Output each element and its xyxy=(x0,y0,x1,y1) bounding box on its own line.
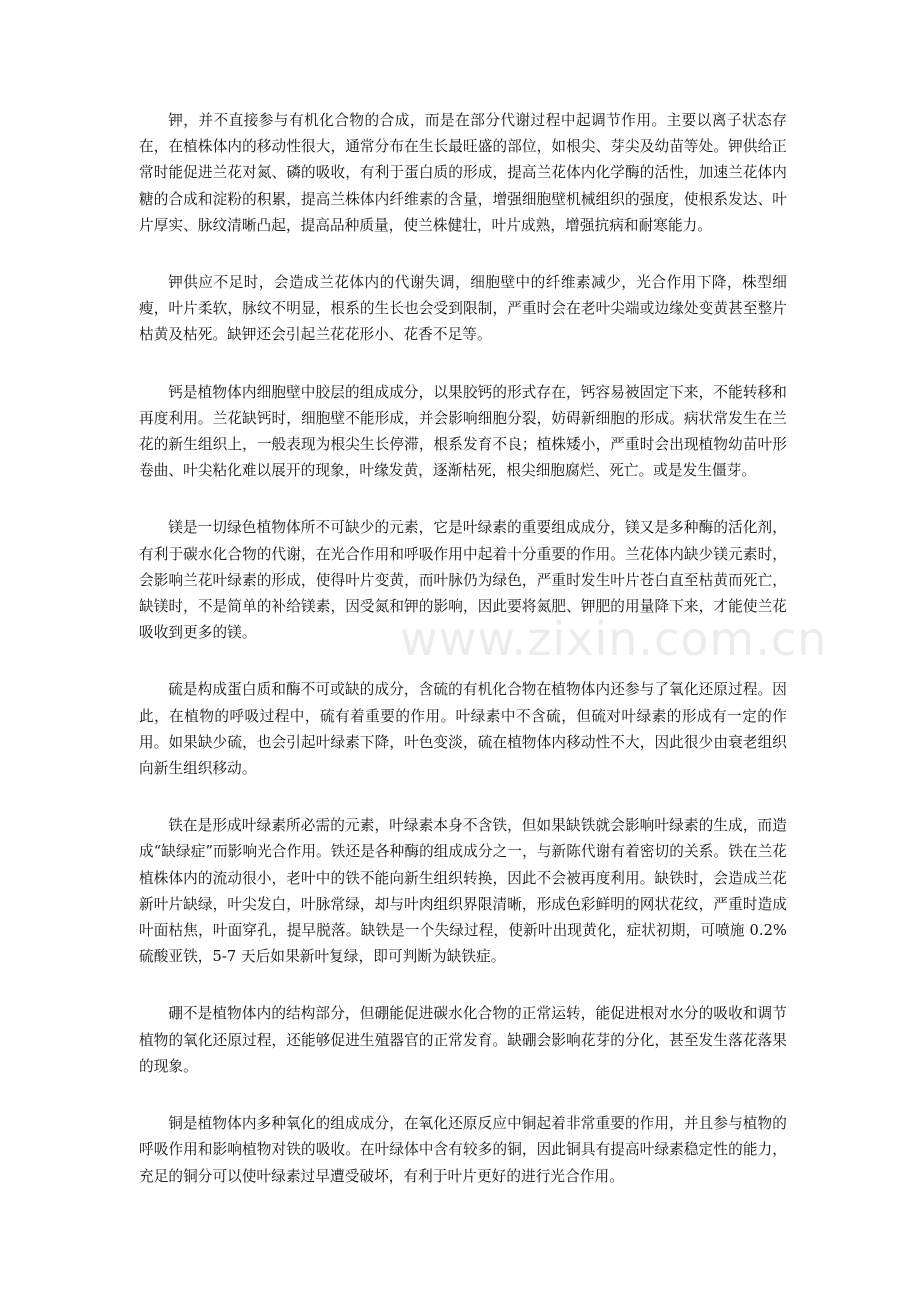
paragraph-potassium: 钾，并不直接参与有机化合物的合成，而是在部分代谢过程中起调节作用。主要以离子状态存在，在植株体内的移动性很大，通常分布在生长最旺盛的部位，如根尖、芽尖及幼苗等处。钾供给正常时能促进兰花对氮、磷的吸收，有利于蛋白质的形成，提高兰花体内化学酶的活性，加速兰花体内糖的合成和淀粉的积累，提高兰株体内纤维素的含量，增强细胞壁机械组织的强度，使根系发达、叶片厚实、脉纹清晰凸起，提高品种质量，使兰株健壮，叶片成熟，增强抗病和耐寒能力。 xyxy=(139,112,787,234)
paragraph-sulfur: 硫是构成蛋白质和酶不可或缺的成分，含硫的有机化合物在植物体内还参与了氧化还原过程。因此，在植物的呼吸过程中，硫有着重要的作用。叶绿素中不含硫，但硫对叶绿素的形成有一定的作用。如果缺少硫，也会引起叶绿素下降，叶色变淡，硫在植物体内移动性不大，因此很少由衰老组织向新生组织移动。 xyxy=(139,681,787,778)
watermark: www.zixin.com.cn xyxy=(400,612,828,666)
document-body xyxy=(139,108,787,1190)
paragraph-iron: 铁在是形成叶绿素所必需的元素，叶绿素本身不含铁，但如果缺铁就会影响叶绿素的生成，而造成“缺绿症”而影响光合作用。铁还是各种酶的组成成分之一，与新陈代谢有着密切的关系。铁在兰花植株体内的流动很小，老叶中的铁不能向新生组织转换，因此不会被再度利用。缺铁时，会造成兰花新叶片缺绿，叶尖发白，叶脉常绿，却与叶肉组织界限清晰，形成色彩鲜明的网状花纹，严重时造成叶面枯焦，叶面穿孔，提早脱落。缺铁是一个失绿过程，使新叶出现黄化，症状初期，可喷施 0.2%硫酸亚铁，5-7 天后如果新叶复绿，即可判断为缺铁症。 xyxy=(139,817,787,966)
paragraph-calcium: 钙是植物体内细胞壁中胶层的组成成分，以果胶钙的形式存在，钙容易被固定下来，不能转移和再度利用。兰花缺钙时，细胞壁不能形成，并会影响细胞分裂，妨碍新细胞的形成。病状常发生在兰花的新生组织上，一般表现为根尖生长停滞，根系发育不良；植株矮小，严重时会出现植物幼苗叶形卷曲、叶尖粘化难以展开的现象，叶缘发黄，逐渐枯死，根尖细胞腐烂、死亡。或是发生僵芽。 xyxy=(139,383,787,480)
paragraph-copper: 铜是植物体内多种氧化的组成成分，在氧化还原反应中铜起着非常重要的作用，并且参与植物的呼吸作用和影响植物对铁的吸收。在叶绿体中含有较多的铜，因此铜具有提高叶绿素稳定性的能力，充足的铜分可以使叶绿素过早遭受破坏，有利于叶片更好的进行光合作用。 xyxy=(139,1115,787,1185)
paragraph-magnesium: 镁是一切绿色植物体所不可缺少的元素，它是叶绿素的重要组成成分，镁又是多种酶的活化剂，有利于碳水化合物的代谢，在光合作用和呼吸作用中起着十分重要的作用。兰花体内缺少镁元素时，会影响兰花叶绿素的形成，使得叶片变黄，而叶脉仍为绿色，严重时发生叶片苍白直至枯黄而死亡，缺镁时，不是简单的补给镁素，因受氮和钾的影响，因此要将氮肥、钾肥的用量降下来，才能使兰花吸收到更多的镁。 xyxy=(139,519,787,642)
paragraph-boron: 硼不是植物体内的结构部分，但硼能促进碳水化合物的正常运转，能促进根对水分的吸收和调节植物的氧化还原过程，还能够促进生殖器官的正常发育。缺硼会影响花芽的分化，甚至发生落花落果的现象。 xyxy=(139,1005,787,1075)
paragraph-potassium-deficiency: 钾供应不足时，会造成兰花体内的代谢失调，细胞壁中的纤维素减少，光合作用下降，株型细瘦，叶片柔软，脉纹不明显，根系的生长也会受到限制，严重时会在老叶尖端或边缘处变黄甚至整片枯黄及枯死。缺钾还会引起兰花花形小、花香不足等。 xyxy=(139,274,787,344)
